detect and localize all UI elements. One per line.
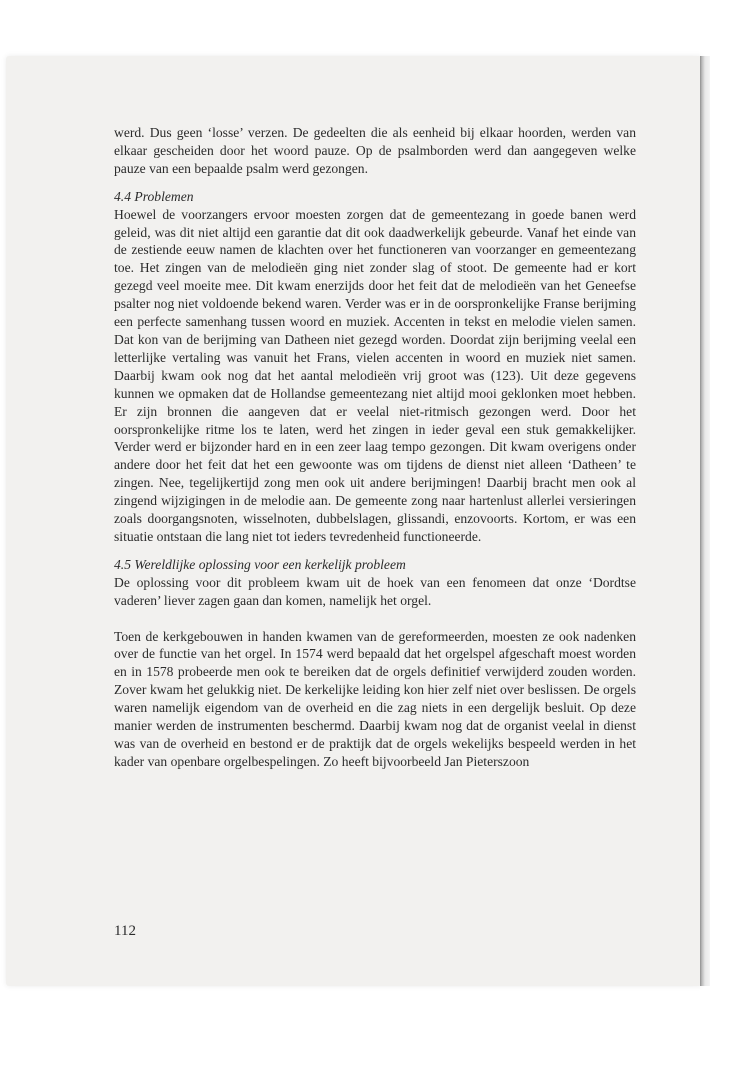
- intro-paragraph: werd. Dus geen ‘losse’ verzen. De gedeelten die als eenheid bij elkaar hoorden, werden van elkaar gescheiden door het woord pauze. Op de psalmborden werd dan aangegeven welke pauze van een bepaalde psalm werd gezongen.: [114, 125, 636, 176]
- page-body: [114, 124, 636, 771]
- section-4-5-paragraph-2: Toen de kerkgebouwen in handen kwamen van de gereformeerden, moesten ze ook nadenken over de functie van het orgel. In 1574 werd bepaald dat het orgelspel afgeschaft moest worden en in 1578 probeerde men ook te bereiken dat de orgels definitief verwijderd zouden worden. Zover kwam het gelukkig niet. De kerkelijke leiding kon hier zelf niet over beslissen. De orgels waren namelijk eigendom van de overheid en die zag niets in een dergelijk besluit. Op deze manier werden de instrumenten beschermd. Daarbij kwam nog dat de organist veelal in dienst was van de overheid en bestond er de praktijk dat de orgels wekelijks bespeeld werden in het kader van openbare orgelbespelingen. Zo heeft bijvoorbeeld Jan Pieterszoon: [114, 628, 636, 769]
- page-edge-shadow: [700, 56, 710, 986]
- page-number: 112: [114, 923, 136, 939]
- section-heading-4-5: 4.5 Wereldlijke oplossing voor een kerkelijk probleem: [114, 556, 406, 572]
- section-4-5-paragraph-1: De oplossing voor dit probleem kwam uit de hoek van een fenomeen dat onze ‘Dordtse vaderen’ liever zagen gaan dan komen, namelijk het orgel.: [114, 574, 636, 608]
- section-heading-4-4: 4.4 Problemen: [114, 188, 194, 204]
- section-4-4-paragraph: Hoewel de voorzangers ervoor moesten zorgen dat de gemeentezang in goede banen werd geleid, was dit niet altijd een garantie dat dit ook daadwerkelijk gebeurde. Vanaf het einde van de zestiende eeuw namen de klachten over het functioneren van voorzanger en gemeentezang toe. Het zingen van de melodieën ging niet zonder slag of stoot. De gemeente had er kort gezegd veel moeite mee. Dit kwam enerzijds door het feit dat de melodieën van het Geneefse psalter nog niet voldoende bekend waren. Verder was er in de oorspronkelijke Franse berijming een perfecte samenhang tussen woord en muziek. Accenten in tekst en melodie vielen samen. Dat kon van de berijming van Datheen niet gezegd worden. Doordat zijn berijming veelal een letterlijke vertaling was vanuit het Frans, vielen accenten in woord en muziek niet samen. Daarbij kwam ook nog dat het aantal melodieën vrij groot was (123). Uit deze gegevens kunnen we opmaken dat de Hollandse gemeentezang niet altijd mooi geklonken moet hebben. Er zijn bronnen die aangeven dat er veelal niet-ritmisch gezongen werd. Door het oorspronkelijke ritme los te laten, werd het zingen in ieder geval een stuk gemakkelijker. Verder werd er bijzonder hard en in een zeer laag tempo gezongen. Dit kwam overigens onder andere door het feit dat het een gewoonte was om tijdens de dienst niet alleen ‘Datheen’ te zingen. Nee, tegelijkertijd zong men ook uit andere berijmingen! Daarbij bracht men ook al zingend wijzigingen in de melodie aan. De gemeente zong naar hartenlust allerlei versieringen zoals doorgangsnoten, wisselnoten, dubbelslagen, glissandi, enzovoorts. Kortom, er was een situatie ontstaan die lang niet tot ieders tevredenheid functioneerde.: [114, 206, 636, 544]
